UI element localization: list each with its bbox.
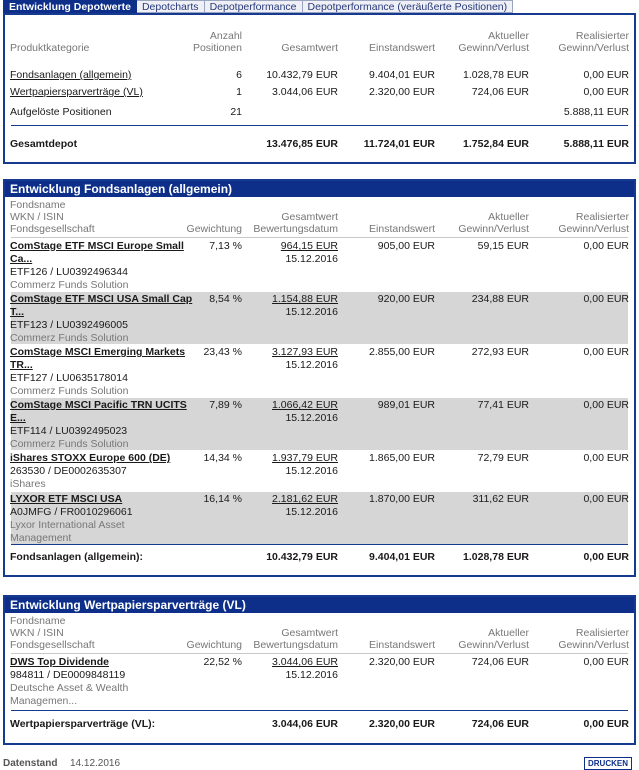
funds-total-realized: 0,00 EUR [583,551,629,563]
fund-realized: 0,00 EUR [583,240,629,252]
fund-weight: 14,34 % [203,452,242,464]
fund-name-link[interactable]: ComStage MSCI Pacific TRN UCITS E... [10,399,187,424]
summary-total-value: 13.476,85 EUR [266,138,338,150]
fund-date: 15.12.2016 [285,669,338,681]
fund-name-link[interactable]: ComStage ETF MSCI USA Small Cap T... [10,293,193,318]
vl-total-realized: 0,00 EUR [583,718,629,730]
header-fund-name: Fondsname WKN / ISIN Fondsgesellschaft [10,615,95,651]
tab-bar [3,0,513,13]
fund-weight: 7,89 % [209,399,242,411]
fund-weight: 7,13 % [209,240,242,252]
fund-company: Lyxor International Asset [10,519,125,531]
tab-depotperformance[interactable]: Depotperformance [205,0,303,13]
fund-name-link[interactable]: ComStage ETF MSCI Europe Small Ca... [10,240,184,265]
fund-cost: 1.870,00 EUR [369,493,435,505]
table-row [11,239,628,291]
summary-realized: 0,00 EUR [583,69,629,81]
fund-date: 15.12.2016 [285,465,338,477]
fund-cost: 2.855,00 EUR [369,346,435,358]
fund-company-cont: Managemen... [10,695,78,707]
header-current-gain: Aktueller Gewinn/Verlust [458,30,529,54]
fund-gain: 59,15 EUR [477,240,529,252]
header-fund-name: Fondsname WKN / ISIN Fondsgesellschaft [10,199,95,235]
fund-company: iShares [10,478,46,490]
funds-panel [3,179,636,577]
fund-value-link[interactable]: 3.127,93 EUR [272,346,338,358]
fund-date: 15.12.2016 [285,359,338,371]
header-current-gain: Aktueller Gewinn/Verlust [458,627,529,651]
fund-company-cont: Management [10,532,72,544]
vl-panel [3,595,636,745]
fund-date: 15.12.2016 [285,253,338,265]
vl-total-cost: 2.320,00 EUR [369,718,435,730]
summary-gain: 724,06 EUR [471,86,529,98]
fund-name-link[interactable]: DWS Top Dividende [10,656,109,668]
data-date: 14.12.2016 [70,758,121,769]
fund-ids: 263530 / DE0002635307 [10,465,127,477]
header-value-date: Gesamtwert Bewertungsdatum [253,627,338,651]
fund-name-link[interactable]: iShares STOXX Europe 600 (DE) [10,452,171,464]
summary-positions: 1 [236,86,242,98]
fund-ids: ETF123 / LU0392496005 [10,319,128,331]
table-row [11,345,628,397]
summary-positions: 21 [230,106,242,118]
fund-value-link[interactable]: 1.066,42 EUR [272,399,338,411]
summary-realized: 5.888,11 EUR [563,106,629,118]
fund-weight: 22,52 % [203,656,242,668]
header-realized-gain: Realisierter Gewinn/Verlust [558,30,629,54]
header-cost-value: Einstandswert [369,42,435,54]
fund-weight: 8,54 % [209,293,242,305]
summary-total: 10.432,79 EUR [266,69,338,81]
header-cost: Einstandswert [369,223,435,235]
summary-category: Aufgelöste Positionen [10,106,112,118]
fund-gain: 77,41 EUR [477,399,529,411]
summary-total: 3.044,06 EUR [272,86,338,98]
summary-realized: 0,00 EUR [583,86,629,98]
header-positions: Anzahl Positionen [192,30,242,54]
summary-total-realized: 5.888,11 EUR [563,138,629,150]
header-value-date: Gesamtwert Bewertungsdatum [253,211,338,235]
header-weight: Gewichtung [186,639,242,651]
header-category: Produktkategorie [10,42,90,54]
fund-company: Commerz Funds Solution [10,385,129,397]
fund-company: Commerz Funds Solution [10,332,129,344]
table-row [11,398,628,450]
fund-weight: 16,14 % [203,493,242,505]
fund-realized: 0,00 EUR [583,493,629,505]
header-total-value: Gesamtwert [281,42,338,54]
divider [11,653,628,654]
fund-company: Commerz Funds Solution [10,438,129,450]
funds-total-gain: 1.028,78 EUR [463,551,529,563]
fund-value-link[interactable]: 1.154,88 EUR [272,293,338,305]
fund-cost: 2.320,00 EUR [369,656,435,668]
fund-ids: A0JMFG / FR0010296061 [10,506,133,518]
funds-panel-title: Entwicklung Fondsanlagen (allgemein) [5,181,634,197]
table-row [11,292,628,344]
fund-date: 15.12.2016 [285,506,338,518]
fund-company: Commerz Funds Solution [10,279,129,291]
header-realized-gain: Realisierter Gewinn/Verlust [558,211,629,235]
fund-cost: 1.865,00 EUR [369,452,435,464]
fund-gain: 724,06 EUR [471,656,529,668]
footer [3,758,636,770]
header-weight: Gewichtung [186,223,242,235]
header-cost: Einstandswert [369,639,435,651]
divider [11,125,628,126]
fund-ids: 984811 / DE0009848119 [10,669,126,681]
fund-cost: 989,01 EUR [377,399,435,411]
fund-gain: 72,79 EUR [477,452,529,464]
summary-total-label: Gesamtdepot [10,138,78,150]
fund-gain: 234,88 EUR [471,293,529,305]
fund-value-link[interactable]: 3.044,06 EUR [272,656,338,668]
fund-gain: 272,93 EUR [471,346,529,358]
divider [11,710,628,711]
vl-panel-title: Entwicklung Wertpapiersparverträge (VL) [5,597,634,613]
summary-category-link[interactable]: Fondsanlagen (allgemein) [10,69,132,81]
summary-cost: 9.404,01 EUR [369,69,435,81]
fund-value-link[interactable]: 964,15 EUR [280,240,338,252]
tab-depotperformance-sold[interactable]: Depotperformance (veräußerte Positionen) [303,0,514,13]
header-realized-gain: Realisierter Gewinn/Verlust [558,627,629,651]
summary-positions: 6 [236,69,242,81]
divider [11,237,628,238]
vl-total-label: Wertpapiersparverträge (VL): [10,718,156,730]
fund-ids: ETF126 / LU0392496344 [10,266,128,278]
summary-panel [3,13,636,164]
summary-category-link[interactable]: Wertpapiersparverträge (VL) [10,86,143,98]
fund-cost: 920,00 EUR [377,293,435,305]
fund-value-link[interactable]: 2.181,62 EUR [272,493,338,505]
header-current-gain: Aktueller Gewinn/Verlust [458,211,529,235]
table-row [11,492,628,544]
vl-total-gain: 724,06 EUR [471,718,529,730]
summary-gain: 1.028,78 EUR [463,69,529,81]
summary-total-cost: 11.724,01 EUR [363,138,435,150]
funds-total-value: 10.432,79 EUR [266,551,338,563]
fund-name-link[interactable]: LYXOR ETF MSCI USA [10,493,123,505]
fund-gain: 311,62 EUR [472,493,529,505]
table-row [11,451,628,491]
summary-total-gain: 1.752,84 EUR [463,138,529,150]
fund-ids: ETF114 / LU0392495023 [10,425,128,437]
fund-realized: 0,00 EUR [583,293,629,305]
summary-cost: 2.320,00 EUR [369,86,435,98]
fund-company: Deutsche Asset & Wealth [10,682,129,694]
fund-realized: 0,00 EUR [583,399,629,411]
tab-depotcharts[interactable]: Depotcharts [137,0,205,13]
fund-date: 15.12.2016 [285,412,338,424]
fund-weight: 23,43 % [203,346,242,358]
funds-total-cost: 9.404,01 EUR [369,551,435,563]
fund-name-link[interactable]: ComStage MSCI Emerging Markets TR... [10,346,186,371]
data-date-label: Datenstand [3,758,58,769]
fund-realized: 0,00 EUR [583,656,629,668]
fund-date: 15.12.2016 [285,306,338,318]
fund-value-link[interactable]: 1.937,79 EUR [272,452,338,464]
table-row [11,655,628,707]
tab-entwicklung-depotwerte[interactable]: Entwicklung Depotwerte [3,0,137,13]
fund-realized: 0,00 EUR [583,346,629,358]
funds-total-label: Fondsanlagen (allgemein): [10,551,144,563]
fund-ids: ETF127 / LU0635178014 [10,372,128,384]
vl-total-value: 3.044,06 EUR [272,718,338,730]
divider [11,544,628,545]
fund-realized: 0,00 EUR [583,452,629,464]
fund-cost: 905,00 EUR [377,240,435,252]
print-button[interactable]: DRUCKEN [584,757,632,770]
